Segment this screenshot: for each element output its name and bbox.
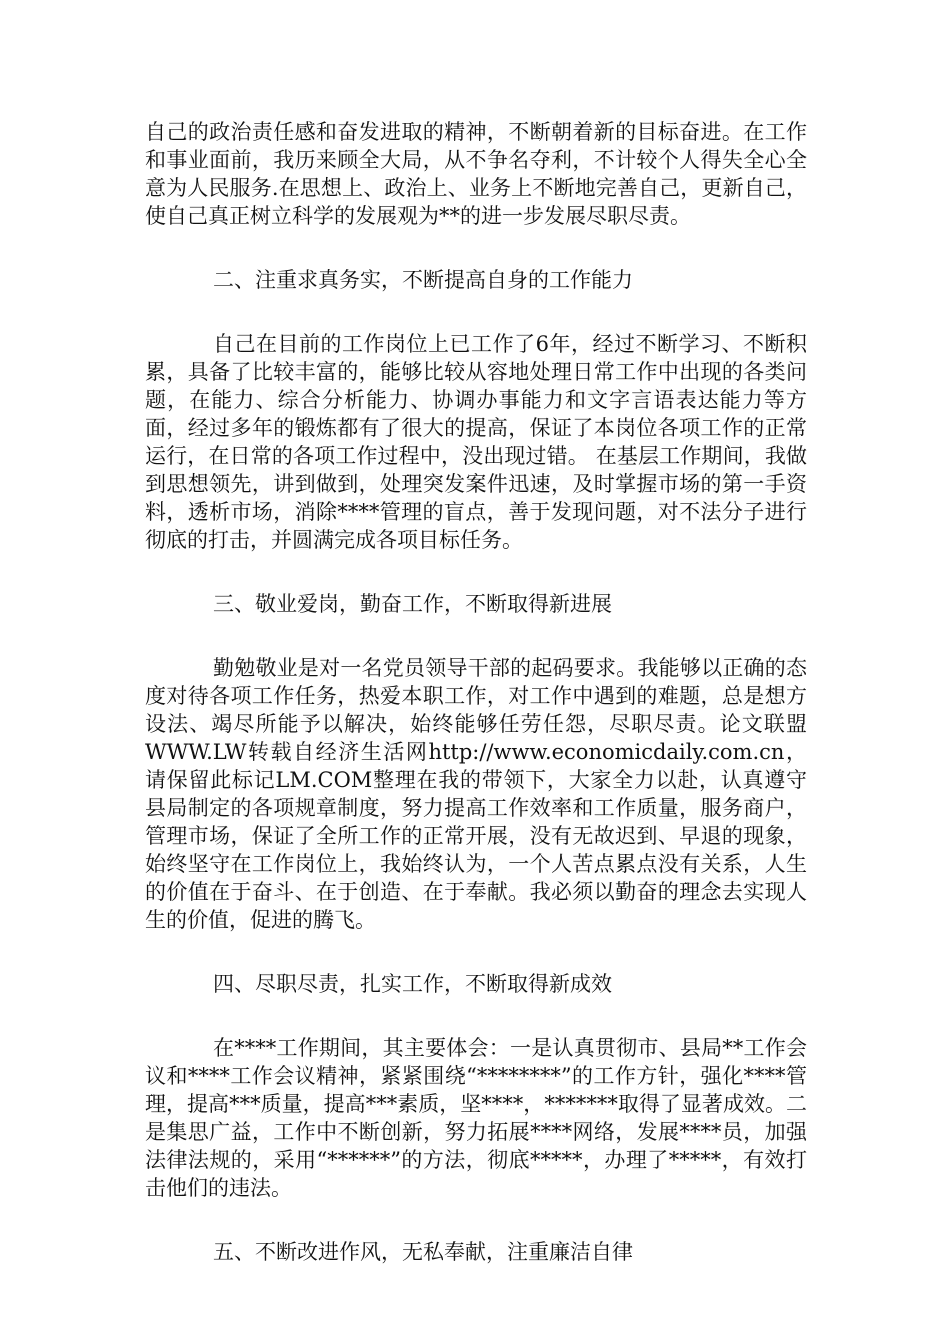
paragraph-gap xyxy=(145,618,807,654)
paragraph-gap xyxy=(145,554,807,590)
section-heading: 四、尽职尽责，扎实工作，不断取得新成效 xyxy=(213,972,612,996)
section-heading: 三、敬业爱岗，勤奋工作，不断取得新进展 xyxy=(213,592,612,616)
body-paragraph: 勤勉敬业是对一名党员领导干部的起码要求。我能够以正确的态度对待各项工作任务，热爱本职工作，对工作中遇到的难题，总是想方设法、竭尽所能予以解决，始终能够任劳任怨，尽职尽责。论文联盟WWW.LW转载自经济生活网http://www.economicdaily.com.cn，请保留此标记LM.COM整理在我的带领下，大家全力以赴，认真遵守县局制定的各项规章制度，努力提高工作效率和工作质量，服务商户，管理市场，保证了全所工作的正常开展，没有无故迟到、早退的现象，始终坚守在工作岗位上，我始终认为，一个人苦点累点没有关系，人生的价值在于奋斗、在于创造、在于奉献。我必须以勤奋的理念去实现人生的价值，促进的腾飞。 xyxy=(145,656,807,932)
body-paragraph: 在****工作期间，其主要体会：一是认真贯彻市、县局**工作会议和****工作会议精神，紧紧围绕“********”的工作方针，强化****管理，提高***质量，提高***素质，坚****，*******取得了显著成效。二是集思广益，工作中不断创新，努力拓展****网络，发展****员，加强法律法规的，采用“******”的方法，彻底*****，办理了*****，有效打击他们的违法。 xyxy=(145,1036,807,1200)
section-heading: 五、不断改进作风，无私奉献，注重廉洁自律 xyxy=(213,1240,633,1264)
document-body xyxy=(145,118,807,1266)
paragraph-gap xyxy=(145,1202,807,1238)
body-paragraph: 自己的政治责任感和奋发进取的精神，不断朝着新的目标奋进。在工作和事业面前，我历来顾全大局，从不争名夺利，不计较个人得失全心全意为人民服务.在思想上、政治上、业务上不断地完善自己，更新自己，使自己真正树立科学的发展观为**的进一步发展尽职尽责。 xyxy=(145,120,807,228)
paragraph-gap xyxy=(145,998,807,1034)
paragraph-gap xyxy=(145,230,807,266)
section-heading: 二、注重求真务实，不断提高自身的工作能力 xyxy=(213,268,633,292)
paragraph-gap xyxy=(145,294,807,330)
paragraph-gap xyxy=(145,934,807,970)
body-paragraph: 自己在目前的工作岗位上已工作了6年，经过不断学习、不断积累，具备了比较丰富的，能够比较从容地处理日常工作中出现的各类问题，在能力、综合分析能力、协调办事能力和文字言语表达能力等方面，经过多年的锻炼都有了很大的提高，保证了本岗位各项工作的正常运行，在日常的各项工作过程中，没出现过错。 在基层工作期间，我做到思想领先，讲到做到，处理突发案件迅速，及时掌握市场的第一手资料，透析市场，消除****管理的盲点，善于发现问题，对不法分子进行彻底的打击，并圆满完成各项目标任务。 xyxy=(145,332,807,552)
